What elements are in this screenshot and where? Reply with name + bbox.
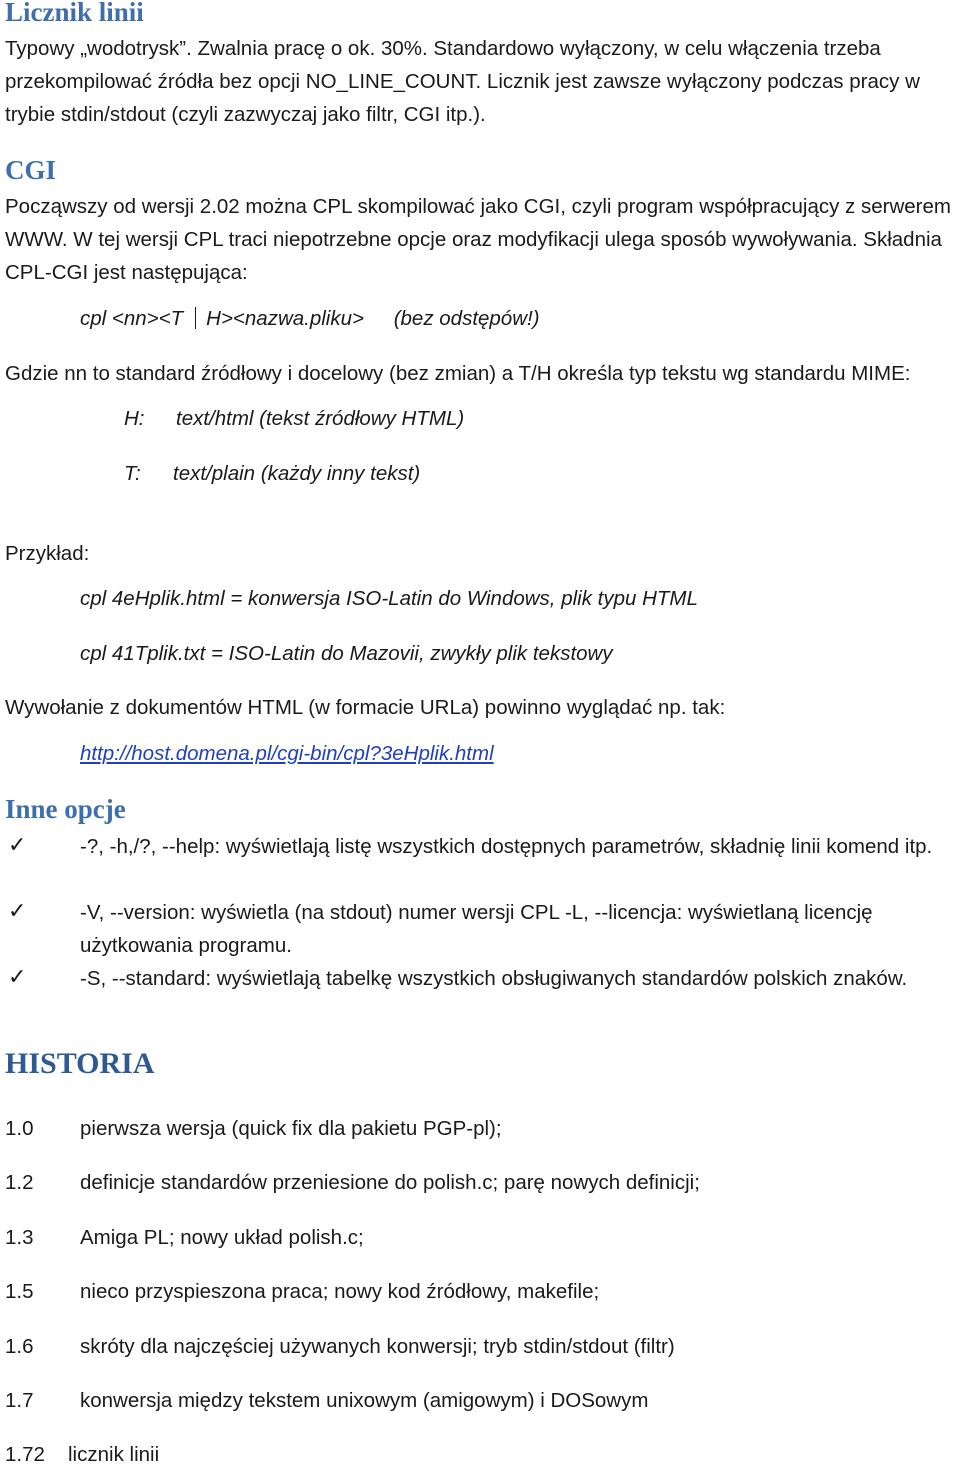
version-description: nieco przyspieszona praca; nowy kod źródłowy, makefile; xyxy=(80,1280,600,1303)
version-description: licznik linii xyxy=(68,1443,160,1466)
cgi-syntax-note: (bez odstępów!) xyxy=(393,307,540,330)
cgi-url-container xyxy=(80,742,494,766)
option-item-version: -V, --version: wyświetla (na stdout) numer wersji CPL -L, --licencja: wyświetlaną licencję użytkowania programu. xyxy=(80,901,873,957)
example-1: cpl 4eHplik.html = konwersja ISO-Latin do Windows, plik typu HTML xyxy=(80,587,698,610)
cgi-syntax-left: cpl <nn><T xyxy=(80,307,184,330)
cgi-url-link[interactable]: http://host.domena.pl/cgi-bin/cpl?3eHplik.html xyxy=(80,742,494,765)
check-icon: ✓ xyxy=(8,833,27,858)
heading-inne-opcje: Inne opcje xyxy=(5,794,126,824)
mime-intro: Gdzie nn to standard źródłowy i docelowy (bez zmian) a T/H określa typ tekstu wg standardu MIME: xyxy=(5,362,911,385)
version-description: definicje standardów przeniesione do polish.c; parę nowych definicji; xyxy=(80,1171,700,1194)
cgi-syntax-mid: H><nazwa.pliku> xyxy=(206,307,364,330)
option-item-standard: -S, --standard: wyświetlają tabelkę wszystkich obsługiwanych standardów polskich znaków. xyxy=(80,967,908,990)
option-item-help: -?, -h,/?, --help: wyświetlają listę wszystkich dostępnych parametrów, składnię linii komend itp. xyxy=(80,835,933,858)
example-2: cpl 41Tplik.txt = ISO-Latin do Mazovii, zwykły plik tekstowy xyxy=(80,642,613,665)
heading-licznik-linii: Licznik linii xyxy=(5,0,144,27)
version-number: 1.3 xyxy=(5,1226,34,1249)
heading-cgi: CGI xyxy=(5,155,57,185)
version-number: 1.0 xyxy=(5,1117,34,1140)
version-number: 1.6 xyxy=(5,1335,34,1358)
version-description: konwersja między tekstem unixowym (amigowym) i DOSowym xyxy=(80,1389,649,1412)
version-number: 1.5 xyxy=(5,1280,34,1303)
check-icon: ✓ xyxy=(8,899,27,924)
syntax-separator xyxy=(195,307,196,329)
version-description: pierwsza wersja (quick fix dla pakietu PGP-pl); xyxy=(80,1117,502,1140)
check-icon: ✓ xyxy=(8,965,27,990)
version-description: Amiga PL; nowy układ polish.c; xyxy=(80,1226,364,1249)
mime-t-key: T: xyxy=(124,462,141,485)
mime-t-value: text/plain (każdy inny tekst) xyxy=(173,462,421,485)
paragraph-licznik-linii: Typowy „wodotrysk”. Zwalnia pracę o ok. 30%. Standardowo wyłączony, w celu włączenia trzeba przekompilować źródła bez opcji NO_LINE_COUNT. Licznik jest zawsze wyłączony podczas pracy w trybie stdin/stdout (czyli zazwyczaj jako filtr, CGI itp.). xyxy=(5,37,920,126)
url-intro: Wywołanie z dokumentów HTML (w formacie URLa) powinno wyglądać np. tak: xyxy=(5,696,726,719)
version-number: 1.72 xyxy=(5,1443,45,1466)
mime-h-value: text/html (tekst źródłowy HTML) xyxy=(176,407,465,430)
cgi-syntax xyxy=(80,307,540,331)
paragraph-cgi: Począwszy od wersji 2.02 można CPL skompilować jako CGI, czyli program współpracujący z serwerem WWW. W tej wersji CPL traci niepotrzebne opcje oraz modyfikacji ulega sposób wywoływania. Składnia CPL-CGI jest następująca: xyxy=(5,195,951,284)
version-description: skróty dla najczęściej używanych konwersji; tryb stdin/stdout (filtr) xyxy=(80,1335,675,1358)
heading-historia: HISTORIA xyxy=(5,1047,155,1080)
example-label: Przykład: xyxy=(5,542,90,565)
version-number: 1.2 xyxy=(5,1171,34,1194)
version-number: 1.7 xyxy=(5,1389,34,1412)
mime-h-key: H: xyxy=(124,407,145,430)
